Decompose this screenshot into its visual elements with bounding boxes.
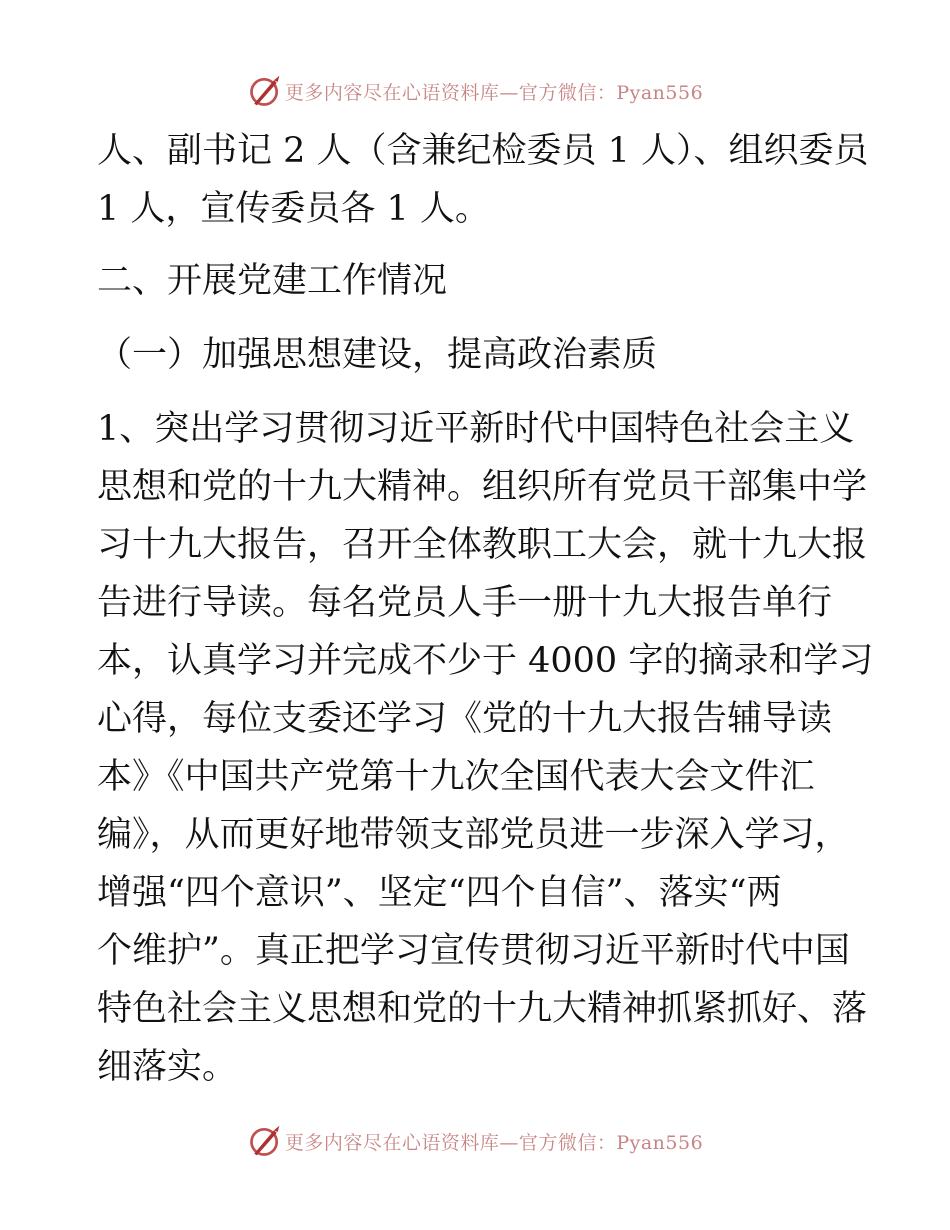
- text-line: 告进行导读。每名党员人手一册十九大报告单行: [97, 583, 833, 623]
- watermark-text: 更多内容尽在心语资料库—官方微信：Pyan556: [284, 1131, 704, 1154]
- text-line: 1、突出学习贯彻习近平新时代中国特色社会主义: [97, 409, 855, 449]
- text-line: 本》《中国共产党第十九次全国代表大会文件汇: [97, 757, 815, 797]
- text-line: 习十九大报告，召开全体教职工大会，就十九大报: [97, 525, 868, 565]
- quill-logo-icon: [247, 1123, 283, 1159]
- text-line: 编》，从而更好地带领支部党员进一步深入学习，: [97, 815, 850, 855]
- watermark-text: 更多内容尽在心语资料库—官方微信：Pyan556: [284, 81, 704, 104]
- text-line: 细落实。: [97, 1047, 238, 1087]
- subsection-heading: （一）加强思想建设，提高政治素质: [97, 335, 658, 375]
- text-line: 1 人，宣传委员各 1 人。: [97, 189, 490, 229]
- text-line: 特色社会主义思想和党的十九大精神抓紧抓好、落: [97, 989, 868, 1029]
- text-line: 人、副书记 2 人（含兼纪检委员 1 人）、组织委员: [97, 131, 869, 171]
- footer-watermark: [0, 1121, 950, 1161]
- text-line: 本，认真学习并完成不少于 4000 字的摘录和学习: [97, 641, 874, 681]
- text-line: 个维护”。真正把学习宣传贯彻习近平新时代中国: [97, 931, 850, 971]
- text-line: 思想和党的十九大精神。组织所有党员干部集中学: [97, 467, 868, 507]
- quill-logo-icon: [247, 73, 283, 109]
- text-line: 心得，每位支委还学习《党的十九大报告辅导读: [97, 699, 833, 739]
- header-watermark: [0, 71, 950, 111]
- text-line: 增强“四个意识”、坚定“四个自信”、落实“两: [97, 873, 782, 913]
- section-heading: 二、开展党建工作情况: [97, 261, 448, 301]
